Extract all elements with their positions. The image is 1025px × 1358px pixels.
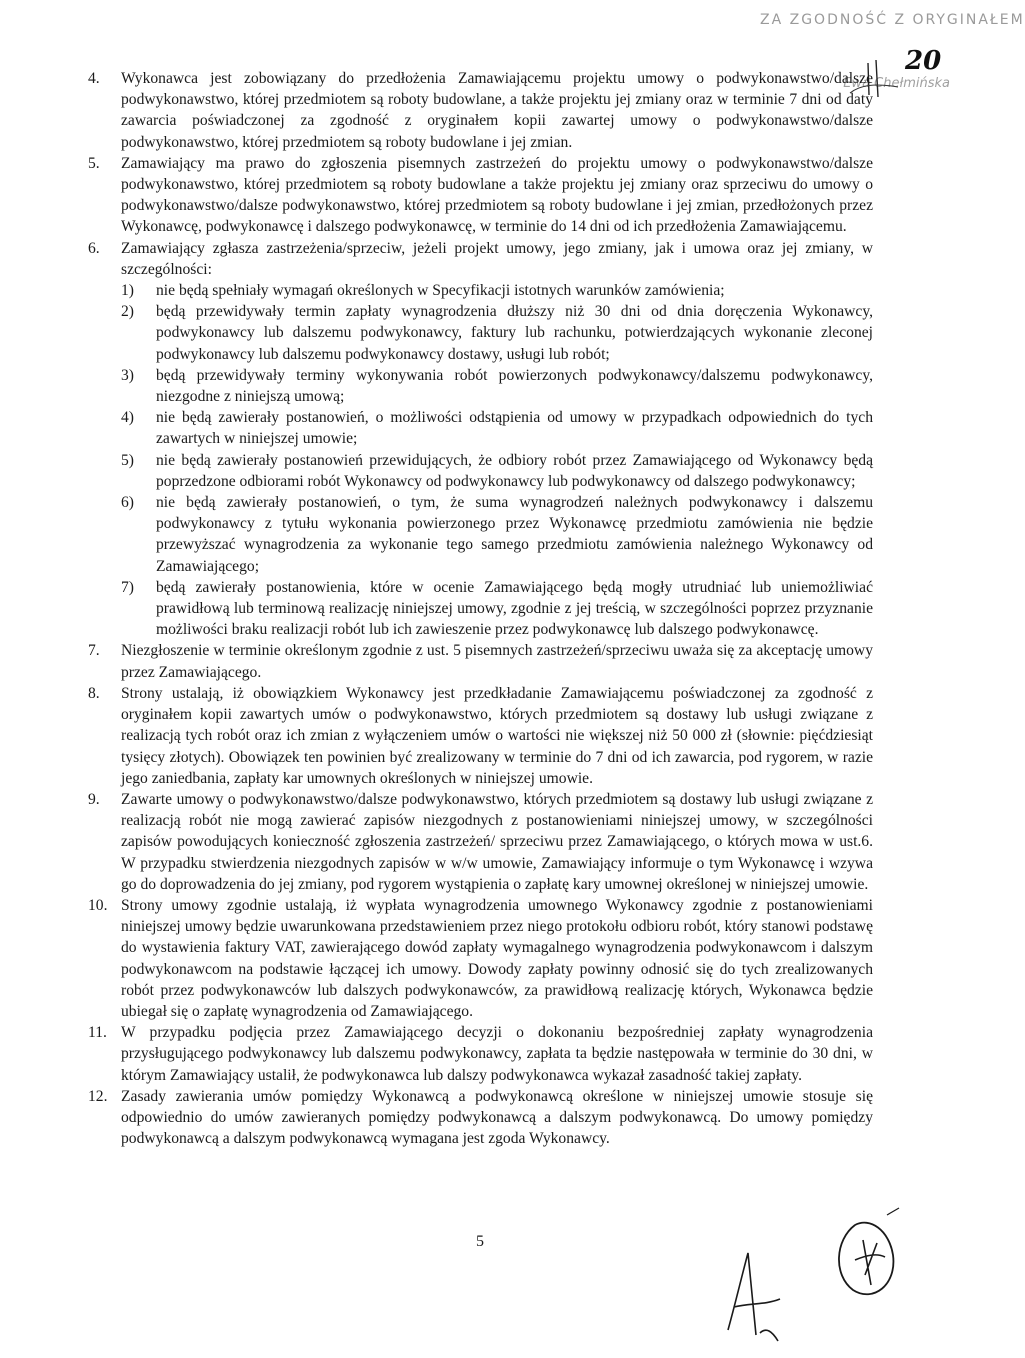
clause-item: [88, 789, 873, 895]
clause-item: [88, 238, 873, 641]
subclause-number: 1): [121, 282, 134, 300]
subclause-item: [121, 407, 873, 449]
subclause-item: [121, 492, 873, 577]
document-body: [88, 68, 873, 1149]
subclause-item: [121, 365, 873, 407]
clause-item: [88, 683, 873, 789]
subclause-item: [121, 577, 873, 641]
clause-item: [88, 1022, 873, 1086]
stamp-text: ZA ZGODNOŚĆ Z ORYGINAŁEM: [760, 12, 1025, 28]
page-number: 5: [476, 1233, 484, 1250]
subclause-item: [121, 301, 873, 365]
subclause-number: 2): [121, 303, 134, 321]
paraph-signature-icon: [825, 1205, 905, 1315]
clause-number: 10.: [88, 896, 108, 914]
subclause-number: 7): [121, 578, 134, 596]
clause-text: Zamawiający zgłasza zastrzeżenia/sprzeciw, jeżeli projekt umowy, jego zmiany, jak i umowa oraz jej zmiany, w szczególności:: [121, 239, 873, 278]
clause-number: 4.: [88, 70, 100, 87]
clause-number: 6.: [88, 239, 100, 257]
clause-text: Strony umowy zgodnie ustalają, iż wypłata wynagrodzenia umownego Wykonawcy zgodnie z postanowieniami niniejszej umowy będzie uwarunkowana przedstawieniem przez niego protokołu odbioru robót, który stanowi podstawę do wystawienia faktury VAT, zawierającego dowód zapłaty wymagalnego wynagrodzenia podwykonawcom i dalszym podwykonawcom na podstawie łączącej ich umowy. Dowody zapłaty powinny odnosić się do tych zrealizowanych robót przez podwykonawców lub dalszych podwykonawców, za prawidłową realizację których, Wykonawca będzie ubiegał się o zapłatę wynagrodzenia od Zamawiającego.: [121, 896, 873, 1020]
page-mark: 20: [905, 46, 942, 76]
clause-number: 11.: [88, 1024, 107, 1042]
clause-number: 9.: [88, 790, 100, 808]
subclause-item: [121, 280, 873, 301]
subclause-text: nie będą zawierały postanowień przewidujących, że odbiory robót przez Zamawiającego od Wykonawcy będą poprzedzone odbiorami robót Wykonawcy od podwykonawcy lub podwykonawcy od dalszego podwykonawcy;: [156, 451, 873, 490]
clause-number: 12.: [88, 1087, 108, 1105]
clause-text: Zasady zawierania umów pomiędzy Wykonawcą a podwykonawcą określone w niniejszej umowie stosuje się odpowiednio do umów zawieranych pomiędzy podwykonawcą a dalszym podwykonawcą. Do umowy pomiędzy podwykonawcą a dalszym podwykonawcą wymagana jest zgoda Wykonawcy.: [121, 1087, 873, 1148]
clause-item: [88, 1086, 873, 1150]
clause-number: 5.: [88, 154, 100, 172]
clause-list: [88, 68, 873, 1149]
clause-text: Zawarte umowy o podwykonawstwo/dalsze podwykonawstwo, których przedmiotem są dostawy lub usługi związane z realizacją robót nie mogą zawierać zapisów niezgodnych z postanowieniami niniejszej umowy, w szczególności zapisów powodujących konieczność zgłoszenia zastrzeżeń/ sprzeciwu przez Zamawiającego, o których mowa w ust.6. W przypadku stwierdzenia niezgodnych zapisów w w/w umowie, Zamawiający informuje o tym Wykonawcę i wzywa go do doprowadzenia do jej zmiany, pod rygorem wystąpienia o zapłatę kary umownej określonej w niniejszej umowie.: [121, 790, 873, 893]
initials-signature-icon: [720, 1235, 790, 1350]
subclause-number: 4): [121, 409, 134, 427]
subclause-text: nie będą zawierały postanowień, o tym, że suma wynagrodzeń należnych podwykonawcy i dalszemu podwykonawcy z tytułu wykonania powierzonego przez Wykonawcę przedmiotu zamówienia nie będzie przewyższać wynagrodzenia za wykonanie tego samego przedmiotu zamówienia należnego Wykonawcy od Zamawiającego;: [156, 494, 873, 575]
subclause-text: będą zawierały postanowienia, które w ocenie Zamawiającego będą mogły utrudniać lub uniemożliwiać prawidłową lub terminową realizację niniejszej umowy, zgodnie z jej treścią, w szczególności poprzez przyznanie możliwości braku realizacji robót lub ich zawieszenie przez podwykonawcę lub dalszego podwykonawcę.: [156, 578, 873, 639]
subclause-item: [121, 450, 873, 492]
subclause-number: 3): [121, 366, 134, 384]
subclause-text: będą przewidywały terminy wykonywania robót powierzonych podwykonawcy/dalszemu podwykonawcy, niezgodne z niniejszą umową;: [156, 366, 873, 406]
stamp-name: Ewa Chełmińska: [843, 76, 950, 91]
clause-text: Niezgłoszenie w terminie określonym zgodnie z ust. 5 pisemnych zastrzeżeń/sprzeciwu uważa się za akceptację umowy przez Zamawiającego.: [121, 642, 873, 681]
clause-number: 7.: [88, 642, 100, 660]
clause-text: Zamawiający ma prawo do zgłoszenia pisemnych zastrzeżeń do projektu umowy o podwykonawstwo/dalsze podwykonawstwo, której przedmiotem są roboty budowlane a także projektu jej zmiany oraz sprzeciwu do umowy o podwykonawstwo/dalsze podwykonawstwo, której przedmiotem są roboty budowlane i jej zmian, przedłożonych przez Wykonawcę, podwykonawcę i dalszego podwykonawcę, w terminie do 14 dni od ich przedłożenia Zamawiającemu.: [121, 154, 873, 236]
subclause-text: nie będą spełniały wymagań określonych w Specyfikacji istotnych warunków zamówienia;: [156, 282, 725, 300]
clause-item: [88, 640, 873, 682]
clause-item: [88, 153, 873, 238]
clause-item: [88, 68, 873, 153]
clause-text: Strony ustalają, iż obowiązkiem Wykonawcy jest przedkładanie Zamawiającemu poświadczonej za zgodność z oryginałem kopii zawartych umów o podwykonawstwo, których przedmiotem są dostawy lub usługi związane z realizacją tych robót oraz ich zmian z wyłączeniem umów o wartości nie większej niż 50 000 zł (słownie: pięćdziesiąt tysięcy złotych). Obowiązek ten powinien być zrealizowany w terminie do 7 dni od ich zawarcia, pod rygorem, w razie jego zaniedbania, zapłaty kar umownych określonych w niniejszej umowie.: [121, 684, 873, 787]
clause-item: [88, 895, 873, 1022]
clause-number: 8.: [88, 684, 100, 702]
subclause-number: 6): [121, 494, 134, 512]
subclause-text: będą przewidywały termin zapłaty wynagrodzenia dłuższy niż 30 dni od dnia doręczenia Wykonawcy, podwykonawcy lub dalszemu podwykonawcy, faktury lub rachunku, potwierdzających wykonanie zleconej podwykonawcy lub dalszemu podwykonawcy dostawy, usługi lub robót;: [156, 303, 873, 363]
subclause-list: [121, 280, 873, 640]
clause-text: W przypadku podjęcia przez Zamawiającego decyzji o dokonaniu bezpośredniej zapłaty wynagrodzenia przysługującego podwykonawcy lub dalszemu podwykonawcy, zapłata ta będzie następowała w terminie do 30 dni, w którym Zamawiający ustalił, że podwykonawca lub dalszy podwykonawca wykazał zasadność takiej zapłaty.: [121, 1024, 873, 1084]
subclause-text: nie będą zawierały postanowień, o możliwości odstąpienia od umowy w przypadkach odpowiednich do tych zawartych w niniejszej umowie;: [156, 409, 873, 448]
subclause-number: 5): [121, 451, 134, 469]
clause-text: Wykonawca jest zobowiązany do przedłożenia Zamawiającemu projektu umowy o podwykonawstwo/dalsze podwykonawstwo, której przedmiotem są roboty budowlane, a także projektu jej zmiany oraz w terminie 7 dni od daty zawarcia poświadczonej za zgodność z oryginałem kopii zawartej umowy o podwykonawstwo/dalsze podwykonawstwo, której przedmiotem są roboty budowlane i jej zmian.: [121, 70, 873, 151]
